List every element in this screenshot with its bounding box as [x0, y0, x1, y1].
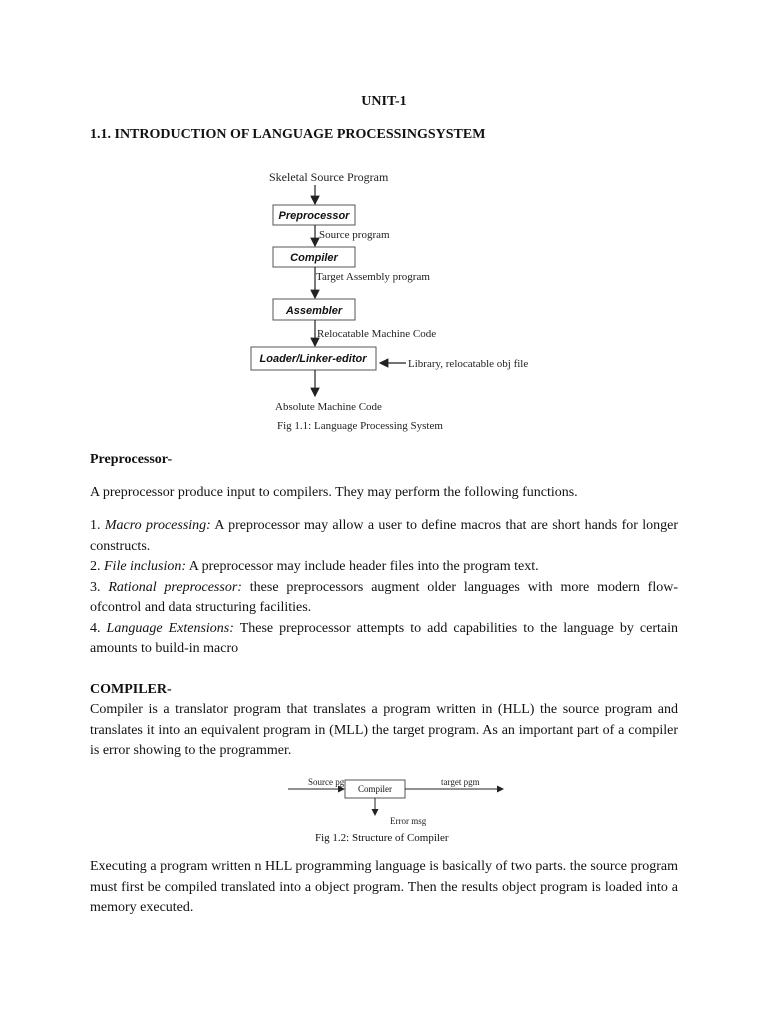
item-text: A preprocessor may allow a user to define macros that are short hands for longer constructs. [90, 518, 679, 554]
item-text: These preprocessor attempts to add capabilities to the language by certain amounts to build-in macro [90, 620, 678, 656]
compiler-closing-paragraph: Executing a program written n HLL programming language is basically of two parts. the source program must first be compiled translated into a object program. Then the results object program is loaded into a memory executed. [90, 859, 678, 915]
fig2-input-label: Source pg [308, 777, 345, 787]
item-term: File inclusion: [104, 559, 187, 574]
fig1-edge-label-source-program: Source program [319, 229, 390, 241]
item-number: 4. [90, 620, 107, 636]
list-item [90, 557, 678, 578]
fig2-caption: Fig 1.2: Structure of Compiler [315, 832, 449, 844]
fig2-error-label: Error msg [390, 816, 427, 826]
preprocessor-heading: Preprocessor- [90, 452, 173, 467]
figure-language-processing-system [230, 160, 550, 440]
fig1-bottom-label: Absolute Machine Code [275, 401, 382, 413]
list-item [90, 619, 678, 660]
fig1-edge-label-target-assembly: Target Assembly program [316, 271, 430, 283]
preprocessor-intro: A preprocessor produce input to compilers. They may perform the following functions. [90, 485, 578, 500]
figure-1-diagram [230, 160, 550, 440]
fig1-top-label: Skeletal Source Program [269, 170, 389, 184]
fig2-box-compiler-label: Compiler [358, 784, 392, 794]
fig1-side-input-label: Library, relocatable obj file [408, 358, 529, 370]
item-number: 2. [90, 559, 104, 574]
list-item [90, 578, 678, 619]
compiler-heading: COMPILER- [90, 682, 172, 697]
compiler-paragraph: Compiler is a translator program that translates a program written in (HLL) the source program and translates it into an equivalent program in (MLL) the target program. As an important part of a compiler is error showing to the programmer. [90, 702, 678, 758]
fig1-box-compiler-label: Compiler [290, 252, 338, 264]
fig1-box-preprocessor-label: Preprocessor [278, 210, 350, 222]
unit-title: UNIT-1 [361, 94, 407, 109]
figure-structure-of-compiler [285, 773, 515, 848]
fig1-edge-label-relocatable: Relocatable Machine Code [317, 328, 437, 340]
item-term: Language Extensions: [106, 620, 234, 636]
item-term: Rational preprocessor: [108, 579, 242, 595]
fig1-box-loader-linker-label: Loader/Linker-editor [259, 353, 367, 365]
item-number: 1. [90, 518, 105, 533]
figure-2-diagram [285, 773, 515, 848]
fig1-box-assembler-label: Assembler [285, 305, 343, 317]
list-item [90, 516, 678, 557]
item-term: Macro processing: [104, 518, 211, 533]
section-title: 1.1. INTRODUCTION OF LANGUAGE PROCESSINGSYSTEM [90, 127, 486, 142]
item-text: these preprocessors augment older languages with more modern flow-ofcontrol and data structuring facilities. [90, 579, 679, 615]
fig2-output-label: target pgm [441, 777, 480, 787]
fig1-caption: Fig 1.1: Language Processing System [277, 420, 443, 432]
item-text: A preprocessor may include header files into the program text. [186, 559, 539, 574]
item-number: 3. [90, 579, 109, 595]
preprocessor-list [90, 516, 678, 660]
